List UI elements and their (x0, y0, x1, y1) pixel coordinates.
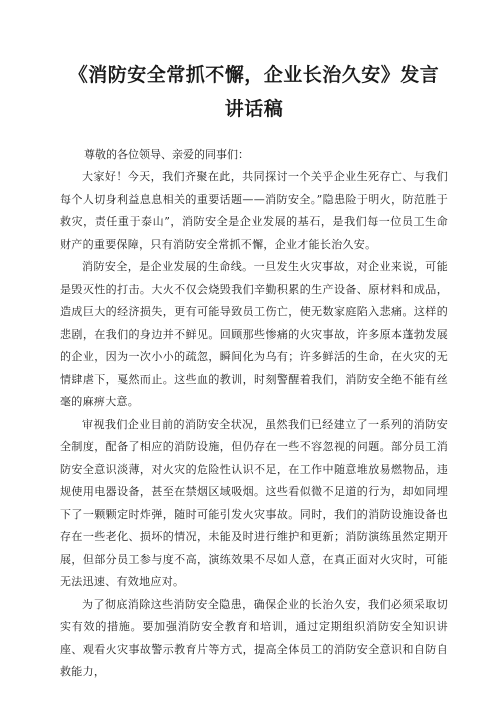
paragraph-1: 大家好！今天，我们齐聚在此，共同探讨一个关乎企业生死存亡、与我们每个人切身利益息息相关的重要话题——消防安全。”隐患险于明火，防范胜于救灾，责任重于泰山”，消防安全是企业发展的基石，是我们每一位员工生命财产的重要保障，只有消防安全常抓不懈，企业才能长治久安。 (60, 170, 448, 251)
paragraph-3: 审视我们企业目前的消防安全状况，虽然我们已经建立了一系列的消防安全制度，配备了相应的消防设施，但仍存在一些不容忽视的问题。部分员工消防安全意识淡薄，对火灾的危险性认识不足，在工作中随意堆放易燃物品，违规使用电器设备，甚至在禁烟区域吸烟。这些看似微不足道的行为，却如同埋下了一颗颗定时炸弹，随时可能引发火灾事故。同时，我们的消防设施设备也存在一些老化、损坏的情况，未能及时进行维护和更新；消防演练虽然定期开展，但部分员工参与度不高，演练效果不尽如人意，在真正面对火灾时，可能无法迅速、有效地应对。 (60, 417, 448, 588)
paragraph-2: 消防安全，是企业发展的生命线。一旦发生火灾事故，对企业来说，可能是毁灭性的打击。大火不仅会烧毁我们辛勤积累的生产设备、原材料和成品，造成巨大的经济损失，更有可能导致员工伤亡，使无数家庭陷入悲痛。这样的悲剧，在我们的身边并不鲜见。回顾那些惨痛的火灾事故，许多原本蓬勃发展的企业，因为一次小小的疏忽，瞬间化为乌有；许多鲜活的生命，在火灾的无情肆虐下，戛然而止。这些血的教训，时刻警醒着我们，消防安全绝不能有丝毫的麻痹大意。 (60, 260, 448, 408)
paragraph-4: 为了彻底消除这些消防安全隐患，确保企业的长治久安，我们必须采取切实有效的措施。要加强消防安全教育和培训，通过定期组织消防安全知识讲座、观看火灾事故警示教育片等方式，提高全体员工的消防安全意识和自防自救能力， (60, 597, 448, 678)
salutation: 尊敬的各位领导、亲爱的同事们： (84, 148, 249, 161)
document-title: 《消防安全常抓不懈，企业长治久安》发言讲话稿 (68, 64, 440, 120)
